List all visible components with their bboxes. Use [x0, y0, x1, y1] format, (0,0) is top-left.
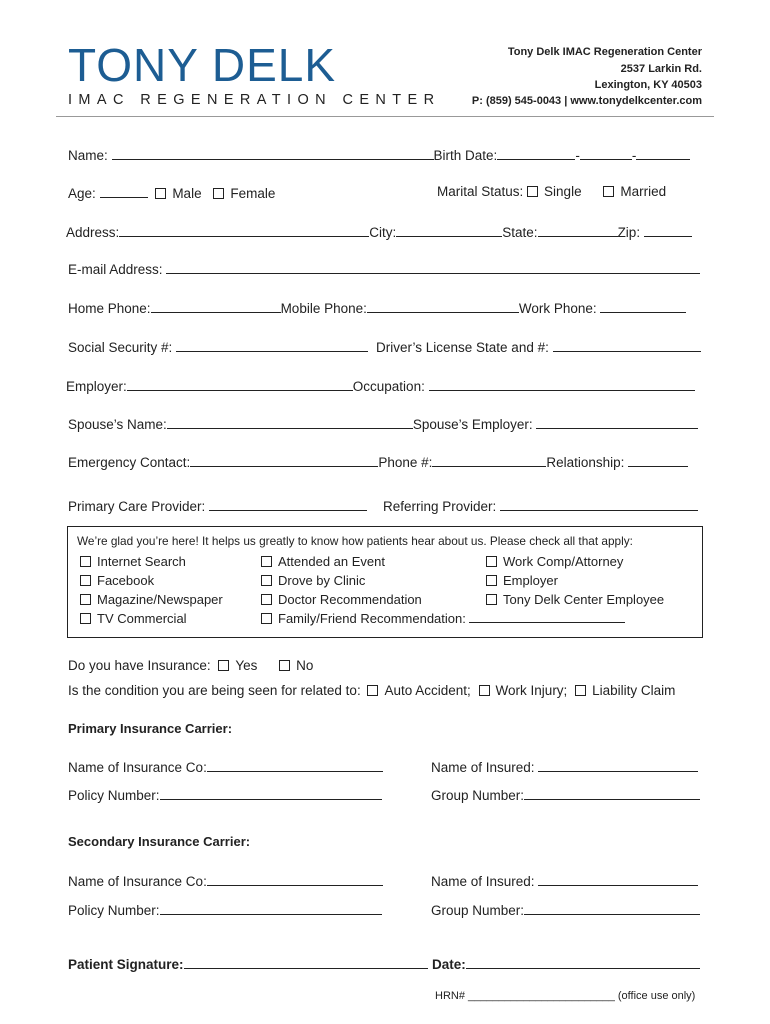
age-field[interactable]	[100, 184, 148, 198]
work-injury-checkbox[interactable]	[479, 685, 490, 696]
referring-label: Referring Provider:	[383, 499, 497, 514]
primary-ins-co-row	[68, 758, 383, 775]
referral-option[interactable]: Drove by Clinic	[261, 571, 625, 590]
hrn-office-use: HRN# ________________________ (office use only)	[435, 990, 696, 1002]
checkbox[interactable]	[261, 594, 272, 605]
city-label: City:	[369, 225, 397, 240]
referral-intro: We’re glad you’re here! It helps us greatly to know how patients hear about us. Please check all that apply:	[77, 534, 633, 548]
employer-label: Employer:	[66, 379, 127, 394]
signature-row	[68, 955, 428, 972]
center-city: Lexington, KY 40503	[594, 79, 702, 91]
date-field[interactable]	[466, 955, 700, 969]
name-row	[68, 146, 690, 163]
referral-option[interactable]: Tony Delk Center Employee	[486, 590, 664, 609]
email-field[interactable]	[166, 260, 700, 274]
liability-label: Liability Claim	[592, 683, 676, 698]
date-dash: -	[631, 148, 637, 163]
secondary-group-row	[431, 901, 700, 918]
email-label: E-mail Address:	[68, 262, 163, 277]
ins-co-label: Name of Insurance Co:	[68, 874, 207, 889]
spouse-row	[68, 415, 698, 432]
date-row	[432, 955, 700, 972]
work-injury-label: Work Injury;	[495, 683, 568, 698]
provider-row	[68, 497, 367, 514]
emergency-contact-label: Emergency Contact:	[68, 455, 191, 470]
no-label: No	[296, 658, 314, 673]
name-field[interactable]	[112, 146, 434, 160]
date-label: Date:	[432, 957, 466, 972]
checkbox[interactable]	[80, 575, 91, 586]
checkbox[interactable]	[486, 575, 497, 586]
referral-option[interactable]: Internet Search	[80, 552, 223, 571]
employer-field[interactable]	[127, 377, 353, 391]
referral-col-3	[486, 552, 664, 609]
referring-row	[383, 497, 698, 514]
occupation-label: Occupation:	[352, 379, 425, 394]
no-checkbox[interactable]	[279, 660, 290, 671]
primary-care-label: Primary Care Provider:	[68, 499, 206, 514]
center-name: Tony Delk IMAC Regeneration Center	[507, 46, 702, 58]
female-checkbox[interactable]	[213, 188, 224, 199]
home-phone-label: Home Phone:	[68, 301, 151, 316]
primary-group-row	[431, 786, 700, 803]
secondary-group-field[interactable]	[524, 901, 700, 915]
liability-checkbox[interactable]	[575, 685, 586, 696]
state-field[interactable]	[538, 223, 618, 237]
condition-question: Is the condition you are being seen for related to:	[68, 683, 361, 698]
name-label: Name:	[68, 148, 108, 163]
married-checkbox[interactable]	[603, 186, 614, 197]
auto-accident-label: Auto Accident;	[384, 683, 471, 698]
insurance-question-row	[68, 658, 313, 673]
relationship-label: Relationship:	[546, 455, 625, 470]
age-row	[68, 184, 275, 201]
insured-label: Name of Insured:	[431, 874, 535, 889]
checkbox[interactable]	[486, 594, 497, 605]
emergency-row	[68, 453, 688, 470]
occupation-field[interactable]	[429, 377, 695, 391]
group-label: Group Number:	[431, 903, 525, 918]
dl-row	[376, 338, 701, 355]
single-checkbox[interactable]	[527, 186, 538, 197]
emergency-contact-field[interactable]	[190, 453, 378, 467]
married-label: Married	[620, 184, 667, 199]
phone-row	[68, 299, 686, 316]
primary-policy-field[interactable]	[160, 786, 382, 800]
spouse-employer-field[interactable]	[536, 415, 698, 429]
address-row	[66, 223, 692, 240]
yes-checkbox[interactable]	[218, 660, 229, 671]
primary-care-field[interactable]	[209, 497, 367, 511]
birth-month-field[interactable]	[497, 146, 575, 160]
mobile-phone-field[interactable]	[367, 299, 519, 313]
work-phone-label: Work Phone:	[518, 301, 597, 316]
logo-title: TONY DELK	[68, 39, 337, 91]
emergency-phone-field[interactable]	[432, 453, 546, 467]
secondary-policy-row	[68, 901, 382, 918]
marital-row	[437, 184, 666, 199]
secondary-policy-field[interactable]	[160, 901, 382, 915]
primary-ins-co-field[interactable]	[207, 758, 383, 772]
birth-day-field[interactable]	[580, 146, 632, 160]
marital-status-label: Marital Status:	[437, 184, 524, 199]
primary-insurance-heading: Primary Insurance Carrier:	[68, 721, 233, 736]
referring-field[interactable]	[500, 497, 698, 511]
ssn-label: Social Security #:	[68, 340, 173, 355]
center-contact: P: (859) 545-0043 | www.tonydelkcenter.com	[471, 95, 702, 107]
zip-field[interactable]	[644, 223, 692, 237]
city-field[interactable]	[396, 223, 502, 237]
insurance-question: Do you have Insurance:	[68, 658, 211, 673]
checkbox[interactable]	[261, 556, 272, 567]
auto-accident-checkbox[interactable]	[367, 685, 378, 696]
referral-option[interactable]: Work Comp/Attorney	[486, 552, 664, 571]
zip-label: Zip:	[617, 225, 641, 240]
primary-insured-field[interactable]	[538, 758, 698, 772]
female-label: Female	[230, 186, 276, 201]
referral-option[interactable]: Employer	[486, 571, 664, 590]
signature-label: Patient Signature:	[68, 957, 184, 972]
state-label: State:	[502, 225, 538, 240]
logo-subtitle: IMAC REGENERATION CENTER	[68, 92, 441, 108]
referral-option[interactable]: Facebook	[80, 571, 223, 590]
referral-option[interactable]: Family/Friend Recommendation:	[261, 609, 625, 628]
group-label: Group Number:	[431, 788, 525, 803]
primary-insured-row	[431, 758, 698, 775]
home-phone-field[interactable]	[151, 299, 281, 313]
checkbox[interactable]	[80, 613, 91, 624]
birth-year-field[interactable]	[636, 146, 690, 160]
primary-group-field[interactable]	[524, 786, 700, 800]
referral-option[interactable]: TV Commercial	[80, 609, 223, 628]
spouse-name-field[interactable]	[167, 415, 413, 429]
header-divider	[56, 116, 714, 117]
age-label: Age:	[68, 186, 96, 201]
referral-col-1	[80, 552, 223, 628]
mobile-phone-label: Mobile Phone:	[280, 301, 367, 316]
emergency-phone-label: Phone #:	[378, 455, 433, 470]
referral-option[interactable]: Doctor Recommendation	[261, 590, 625, 609]
drivers-license-label: Driver’s License State and #:	[376, 340, 549, 355]
secondary-insured-row	[431, 872, 698, 889]
yes-label: Yes	[235, 658, 258, 673]
checkbox[interactable]	[261, 575, 272, 586]
male-label: Male	[172, 186, 202, 201]
checkbox[interactable]	[80, 594, 91, 605]
email-row	[68, 260, 700, 277]
date-dash: -	[575, 148, 580, 163]
ssn-row	[68, 338, 368, 355]
center-street: 2537 Larkin Rd.	[620, 63, 702, 75]
condition-row	[68, 683, 675, 698]
checkbox[interactable]	[261, 613, 272, 624]
male-checkbox[interactable]	[155, 188, 166, 199]
employer-row	[66, 377, 695, 394]
secondary-insured-field[interactable]	[538, 872, 698, 886]
single-label: Single	[544, 184, 582, 199]
referral-option[interactable]: Magazine/Newspaper	[80, 590, 223, 609]
insured-label: Name of Insured:	[431, 760, 535, 775]
address-label: Address:	[66, 225, 120, 240]
policy-label: Policy Number:	[68, 788, 160, 803]
secondary-insurance-heading: Secondary Insurance Carrier:	[68, 834, 251, 849]
checkbox[interactable]	[486, 556, 497, 567]
checkbox[interactable]	[80, 556, 91, 567]
primary-policy-row	[68, 786, 382, 803]
address-field[interactable]	[119, 223, 369, 237]
relationship-field[interactable]	[628, 453, 688, 467]
drivers-license-field[interactable]	[553, 338, 701, 352]
secondary-ins-co-field[interactable]	[207, 872, 383, 886]
signature-field[interactable]	[184, 955, 428, 969]
birth-date-label: Birth Date:	[433, 148, 498, 163]
ssn-field[interactable]	[176, 338, 368, 352]
spouse-name-label: Spouse’s Name:	[68, 417, 167, 432]
ins-co-label: Name of Insurance Co:	[68, 760, 207, 775]
referral-option[interactable]: Attended an Event	[261, 552, 625, 571]
family-friend-field[interactable]	[469, 609, 625, 623]
spouse-employer-label: Spouse’s Employer:	[412, 417, 533, 432]
secondary-ins-co-row	[68, 872, 383, 889]
policy-label: Policy Number:	[68, 903, 160, 918]
work-phone-field[interactable]	[600, 299, 686, 313]
